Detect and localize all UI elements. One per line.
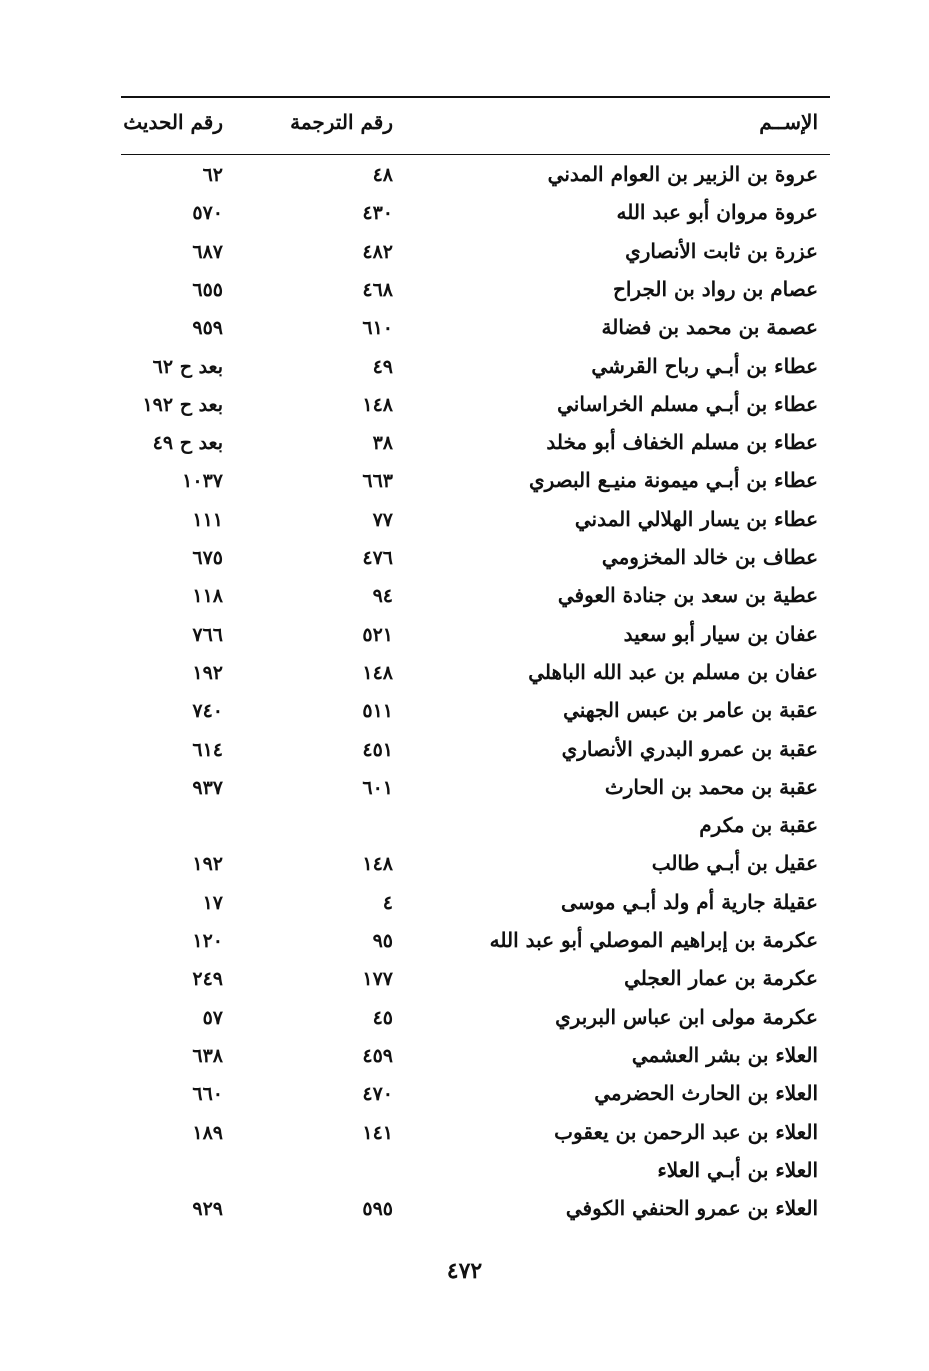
entry-name: عطاف بن خالد المخزومي bbox=[601, 545, 818, 569]
entry-name: عفان بن مسلم بن عبد الله الباهلي bbox=[528, 659, 818, 684]
entry-hadith-number: ٥٧٠ bbox=[192, 202, 223, 225]
entry-name: العلاء بن عمرو الحنفي الكوفي bbox=[565, 1196, 818, 1221]
table-row bbox=[0, 811, 929, 849]
entry-hadith-number: بعد ح ٤٩ bbox=[152, 432, 223, 455]
entry-tarjama-number: ٣٨ bbox=[372, 432, 393, 455]
entry-tarjama-number: ٤٦٨ bbox=[362, 278, 393, 301]
table-row bbox=[0, 1118, 929, 1156]
table-row bbox=[0, 237, 929, 275]
entry-hadith-number: ٧٤٠ bbox=[192, 700, 223, 723]
entry-tarjama-number: ٦٦٣ bbox=[362, 470, 393, 493]
entry-tarjama-number: ٧٧ bbox=[372, 508, 393, 531]
table-row bbox=[0, 428, 929, 466]
entry-name: عطاء بن مسلم الخفاف أبو مخلد bbox=[546, 430, 818, 455]
entry-tarjama-number: ٤٥١ bbox=[362, 738, 393, 761]
entry-name: عزرة بن ثابت الأنصاري bbox=[625, 238, 818, 263]
entry-hadith-number: ٦٣٨ bbox=[192, 1044, 223, 1067]
table-row bbox=[0, 658, 929, 696]
entry-hadith-number: ١٠٣٧ bbox=[182, 470, 223, 493]
entry-tarjama-number: ٤٣٠ bbox=[362, 202, 393, 225]
entry-name: عطاء بن أبـي رباح القرشي bbox=[591, 353, 818, 378]
table-row bbox=[0, 620, 929, 658]
table-row bbox=[0, 1156, 929, 1194]
entry-tarjama-number: ٤٧٠ bbox=[362, 1083, 393, 1106]
entry-tarjama-number: ٩٥ bbox=[372, 930, 393, 952]
table-row bbox=[0, 696, 929, 734]
entry-hadith-number: ٦٨٧ bbox=[192, 240, 223, 263]
entry-name: العلاء بن أبـي العلاء bbox=[657, 1157, 818, 1182]
entry-tarjama-number: ١٤٨ bbox=[362, 393, 393, 416]
entry-hadith-number: ١٩٢ bbox=[192, 853, 223, 876]
column-header-hadith: رقم الحديث bbox=[123, 110, 223, 134]
column-header-name: الإســم bbox=[759, 110, 818, 134]
entry-hadith-number: ٥٧ bbox=[202, 1006, 223, 1029]
table-row bbox=[0, 773, 929, 811]
entry-tarjama-number: ٤ bbox=[382, 891, 393, 914]
entry-tarjama-number: ١٤١ bbox=[362, 1121, 393, 1144]
table-row bbox=[0, 888, 929, 926]
table-row bbox=[0, 505, 929, 543]
entry-tarjama-number: ٩٤ bbox=[372, 585, 393, 608]
entry-name: عكرمة بن عمار العجلي bbox=[624, 966, 818, 991]
entry-hadith-number: ٦٧٥ bbox=[192, 547, 223, 569]
table-row bbox=[0, 390, 929, 428]
entry-hadith-number: ٩٢٩ bbox=[192, 1198, 223, 1221]
entry-name: عكرمة مولى ابن عباس البربري bbox=[555, 1004, 818, 1029]
table-row bbox=[0, 849, 929, 887]
entry-hadith-number: ٢٤٩ bbox=[192, 968, 223, 991]
entry-hadith-number: ٩٣٧ bbox=[192, 776, 223, 799]
entry-hadith-number: ٩٥٩ bbox=[192, 317, 223, 340]
entry-hadith-number: ١٩٢ bbox=[192, 661, 223, 684]
entry-name: عكرمة بن إبراهيم الموصلي أبو عبد الله bbox=[489, 928, 818, 952]
table-row bbox=[0, 198, 929, 236]
entry-hadith-number: ١١٨ bbox=[192, 585, 223, 608]
table-row bbox=[0, 543, 929, 581]
table-row bbox=[0, 735, 929, 773]
entry-tarjama-number: ١٤٨ bbox=[362, 853, 393, 876]
table-top-rule bbox=[121, 96, 830, 98]
entry-hadith-number: ٦٢ bbox=[202, 164, 223, 186]
entry-name: عطاء بن أبـي ميمونة منيـع البصري bbox=[528, 468, 818, 493]
entry-hadith-number: ٦٥٥ bbox=[192, 278, 223, 301]
entry-tarjama-number: ٥٢١ bbox=[362, 623, 393, 646]
entry-hadith-number: ١٨٩ bbox=[192, 1121, 223, 1144]
header-rule bbox=[121, 154, 830, 155]
entry-name: عقبة بن عمرو البدري الأنصاري bbox=[561, 736, 818, 761]
entry-name: العلاء بن الحارث الحضرمي bbox=[594, 1081, 818, 1106]
entry-tarjama-number: ١٧٧ bbox=[362, 968, 393, 991]
table-row bbox=[0, 1003, 929, 1041]
entry-hadith-number: ١٧ bbox=[202, 891, 223, 914]
entry-name: عقيلة جارية أم ولد أبـي موسى bbox=[561, 889, 818, 914]
entry-tarjama-number: ٤٩ bbox=[372, 355, 393, 378]
entry-hadith-number: ٦١٤ bbox=[192, 738, 223, 761]
table-row bbox=[0, 352, 929, 390]
entry-name: عروة مروان أبو عبد الله bbox=[616, 200, 818, 225]
entry-name: عفان بن سيار أبو سعيد bbox=[623, 621, 818, 646]
entry-tarjama-number: ١٤٨ bbox=[362, 661, 393, 684]
table-row bbox=[0, 275, 929, 313]
entry-name: عطية بن سعد بن جنادة العوفي bbox=[557, 583, 818, 608]
entry-tarjama-number: ٤٨ bbox=[372, 164, 393, 186]
table-row bbox=[0, 1041, 929, 1079]
entry-name: عروة بن الزبير بن العوام المدني bbox=[547, 162, 818, 186]
entry-name: عطاء بن يسار الهلالي المدني bbox=[574, 506, 818, 531]
table-row bbox=[0, 581, 929, 619]
entry-name: عقبة بن محمد بن الحارث bbox=[604, 774, 818, 799]
table-row bbox=[0, 160, 929, 198]
entry-name: عصمة بن محمد بن فضالة bbox=[601, 315, 818, 340]
entry-name: عقبة بن عامر بن عبس الجهني bbox=[563, 698, 818, 723]
entry-name: عقبة بن مكرم bbox=[699, 813, 818, 838]
page-number: ٤٧٢ bbox=[446, 1258, 483, 1284]
entry-tarjama-number: ٦١٠ bbox=[362, 317, 393, 340]
entry-tarjama-number: ٤٨٢ bbox=[362, 240, 393, 263]
entry-hadith-number: ١١١ bbox=[192, 508, 223, 531]
table-row bbox=[0, 466, 929, 504]
column-header-tarjama: رقم الترجمة bbox=[290, 110, 393, 134]
entry-tarjama-number: ٦٠١ bbox=[362, 776, 393, 799]
entry-tarjama-number: ٥١١ bbox=[362, 700, 393, 723]
table-row bbox=[0, 313, 929, 351]
entry-name: عصام بن رواد بن الجراح bbox=[612, 276, 818, 301]
entry-name: عطاء بن أبـي مسلم الخراساني bbox=[557, 391, 818, 416]
table-row bbox=[0, 1079, 929, 1117]
entry-tarjama-number: ٤٥ bbox=[372, 1006, 393, 1029]
table-row bbox=[0, 964, 929, 1002]
entry-hadith-number: ٦٦٠ bbox=[192, 1083, 223, 1106]
entry-hadith-number: ١٢٠ bbox=[192, 930, 223, 952]
entry-tarjama-number: ٥٩٥ bbox=[362, 1198, 393, 1221]
entry-name: العلاء بن بشر العشمي bbox=[631, 1042, 818, 1067]
table-row bbox=[0, 1194, 929, 1232]
table-row bbox=[0, 926, 929, 964]
entry-hadith-number: ٧٦٦ bbox=[192, 623, 223, 646]
entry-hadith-number: بعد ح ٦٢ bbox=[152, 355, 223, 378]
entry-tarjama-number: ٤٥٩ bbox=[362, 1044, 393, 1067]
entry-name: العلاء بن عبد الرحمن بن يعقوب bbox=[554, 1119, 818, 1144]
entry-name: عقيل بن أبـي طالب bbox=[651, 851, 818, 876]
entry-hadith-number: بعد ح ١٩٢ bbox=[142, 393, 223, 416]
entry-tarjama-number: ٤٧٦ bbox=[362, 547, 393, 569]
